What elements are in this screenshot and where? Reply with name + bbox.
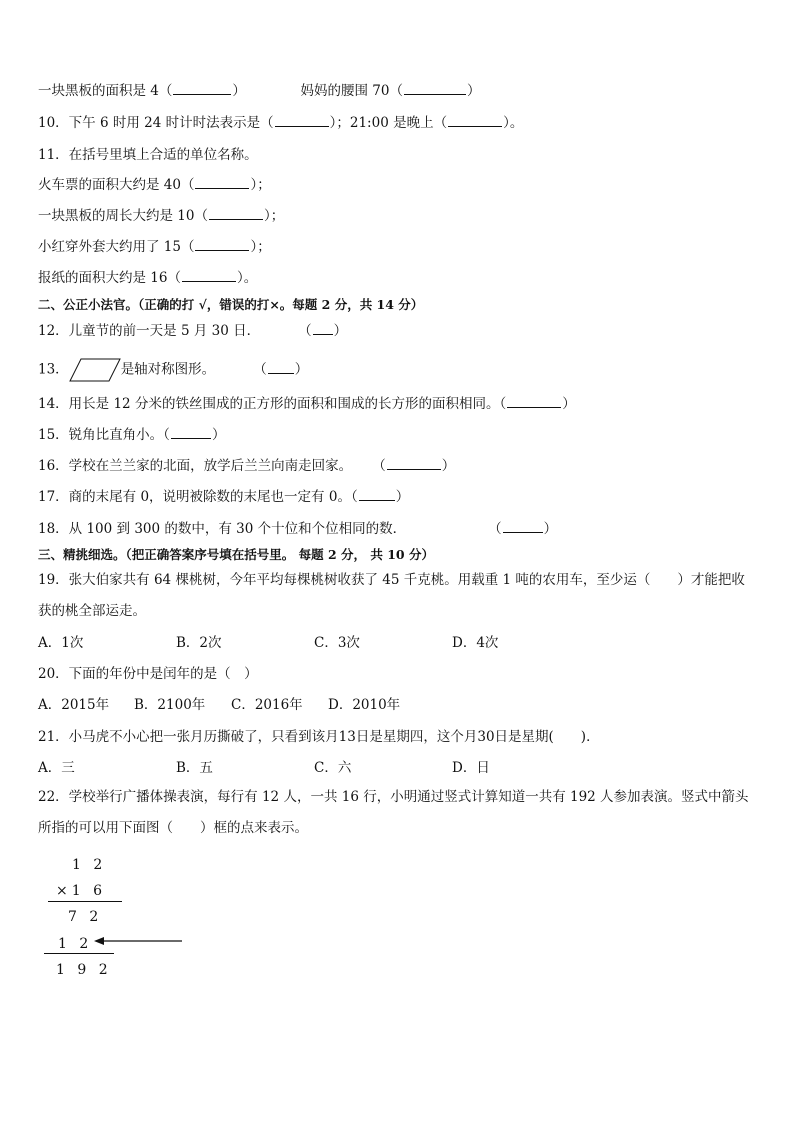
question-18: 18．从 100 到 300 的数中，有 30 个十位和个位相同的数． （ ） xyxy=(38,521,558,537)
question-17: 17．商的末尾有 0，说明被除数的末尾也一定有 0。（ ） xyxy=(38,489,410,505)
question-10: 10．下午 6 时用 24 时计时法表示是（ ）；21:00 是晚上（ ）。 xyxy=(38,115,524,131)
answer-blank[interactable] xyxy=(404,82,466,95)
answer-blank[interactable] xyxy=(313,322,333,335)
section-3-heading: 三、精挑细选。（把正确答案序号填在括号里。 每题 2 分， 共 10 分） xyxy=(38,547,434,562)
answer-blank[interactable] xyxy=(195,238,249,251)
option-20-d[interactable]: D．2010年 xyxy=(328,697,401,713)
calc-product: 1 9 2 xyxy=(56,962,112,978)
question-19: 19．张大伯家共有 64 棵桃树，今年平均每棵桃树收获了 45 千克桃。用载重 1 吨的农用车，至少运（ ）才能把收获的桃全部运走。 xyxy=(38,572,745,619)
question-22: 22．学校举行广播体操表演，每行有 12 人，一共 16 行，小明通过竖式计算知道一共有 192 人参加表演。竖式中箭头所指的可以用下面图（ ）框的点来表示。 xyxy=(38,789,749,836)
answer-blank[interactable] xyxy=(448,114,502,127)
answer-blank[interactable] xyxy=(387,457,441,470)
answer-blank[interactable] xyxy=(171,426,211,439)
parallelogram-figure xyxy=(69,358,121,382)
section-2-heading: 二、公正小法官。（正确的打 √，错误的打×。每题 2 分，共 14 分） xyxy=(38,297,424,312)
calc-rule xyxy=(48,901,122,902)
blackboard-area-text: 一块黑板的面积是 4（ xyxy=(38,83,173,99)
answer-blank[interactable] xyxy=(359,488,395,501)
answer-blank[interactable] xyxy=(182,269,236,282)
question-15: 15．锐角比直角小。（ ） xyxy=(38,427,226,443)
calc-rule xyxy=(44,953,114,954)
calc-partial-1: 7 2 xyxy=(68,909,103,925)
answer-blank[interactable] xyxy=(275,114,329,127)
question-9-line: 一块黑板的面积是 4（ ） 妈妈的腰围 70（ ） xyxy=(38,83,481,99)
option-21-d[interactable]: D．日 xyxy=(452,760,490,776)
question-11-1: 火车票的面积大约是 40（ ）； xyxy=(38,177,271,193)
question-21: 21．小马虎不小心把一张月历撕破了，只看到该月13日是星期四，这个月30日是星期( )． xyxy=(38,729,600,745)
question-11-3: 小红穿外套大约用了 15（ ）； xyxy=(38,239,271,255)
option-19-a[interactable]: A．1次 xyxy=(38,635,84,651)
option-20-b[interactable]: B．2100年 xyxy=(134,697,206,713)
question-11-2: 一块黑板的周长大约是 10（ ）； xyxy=(38,208,285,224)
question-16: 16．学校在兰兰家的北面，放学后兰兰向南走回家。 （ ） xyxy=(38,458,456,474)
answer-blank[interactable] xyxy=(195,176,249,189)
answer-blank[interactable] xyxy=(209,207,263,220)
answer-blank[interactable] xyxy=(173,82,231,95)
option-21-b[interactable]: B．五 xyxy=(176,760,213,776)
calc-multiplier: ×1 6 xyxy=(56,883,106,899)
question-11-4: 报纸的面积大约是 16（ ）。 xyxy=(38,270,258,286)
option-19-c[interactable]: C．3次 xyxy=(314,635,360,651)
option-20-c[interactable]: C．2016年 xyxy=(231,697,303,713)
option-21-c[interactable]: C．六 xyxy=(314,760,352,776)
question-20: 20．下面的年份中是闰年的是（ ） xyxy=(38,666,258,682)
question-13: 13． 是轴对称图形。 （ ） xyxy=(38,358,308,382)
option-20-a[interactable]: A．2015年 xyxy=(38,697,110,713)
arrow-left-icon xyxy=(94,935,184,947)
answer-blank[interactable] xyxy=(268,361,294,374)
calc-partial-2: 1 2 xyxy=(58,936,93,952)
calc-multiplicand: 1 2 xyxy=(72,857,107,873)
answer-blank[interactable] xyxy=(507,395,561,408)
waist-text: 妈妈的腰围 70（ xyxy=(300,83,403,99)
question-14: 14．用长是 12 分米的铁丝围成的正方形的面积和围成的长方形的面积相同。（ ） xyxy=(38,396,576,412)
question-11: 11．在括号里填上合适的单位名称。 xyxy=(38,147,258,163)
question-12: 12．儿童节的前一天是 5 月 30 日． （ ） xyxy=(38,323,348,339)
option-21-a[interactable]: A．三 xyxy=(38,760,75,776)
option-19-d[interactable]: D．4次 xyxy=(452,635,499,651)
answer-blank[interactable] xyxy=(503,520,543,533)
option-19-b[interactable]: B．2次 xyxy=(176,635,222,651)
